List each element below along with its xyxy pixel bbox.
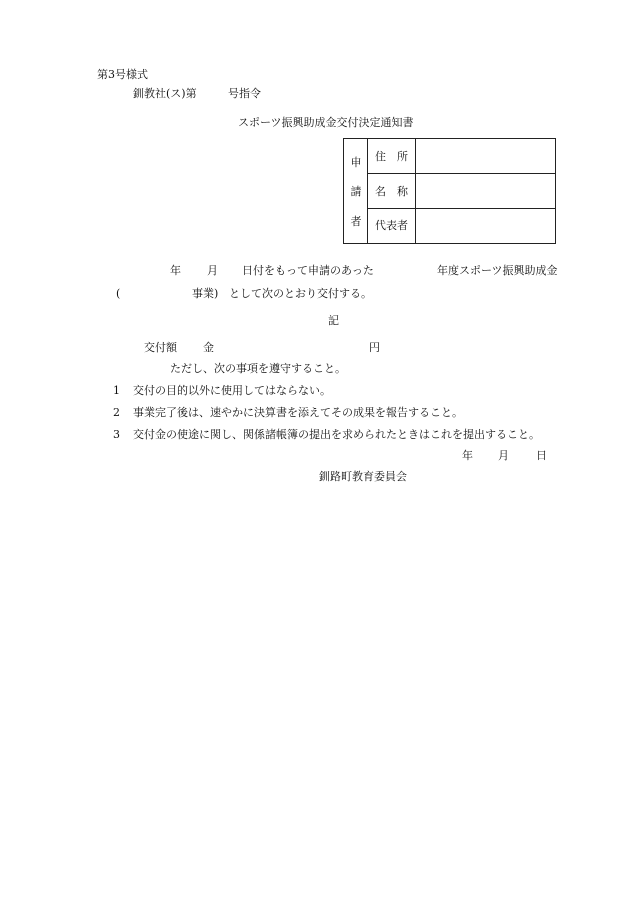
applicant-table	[343, 138, 556, 244]
amount-kin: 金	[203, 341, 214, 354]
body-date-text: 日付をもって申請のあった	[242, 264, 374, 277]
amount-yen: 円	[369, 341, 380, 354]
proviso: ただし、次の事項を遵守すること。	[170, 362, 346, 375]
condition-text-3: 交付金の使途に関し、関係諸帳簿の提出を求められたときはこれを提出すること。	[133, 428, 540, 441]
condition-num-2: 2	[113, 406, 120, 419]
applicant-row-name	[368, 174, 556, 209]
condition-num-3: 3	[113, 428, 120, 441]
side-char-shin: 申	[350, 156, 362, 169]
address-label: 住 所	[368, 139, 416, 173]
issuer: 釧路町教育委員会	[319, 470, 407, 483]
issue-day: 日	[536, 449, 547, 462]
condition-text-1: 交付の目的以外に使用してはならない。	[133, 384, 331, 397]
amount-label: 交付額	[144, 341, 177, 354]
applicant-row-representative	[368, 209, 556, 243]
representative-field[interactable]	[416, 209, 556, 243]
condition-text-2: 事業完了後は、速やかに決算書を添えてその成果を報告すること。	[133, 406, 463, 419]
name-field[interactable]	[416, 174, 556, 208]
issue-year: 年	[462, 449, 473, 462]
form-number: 第3号様式	[97, 68, 148, 81]
applicant-row-address	[368, 139, 556, 174]
reference-suffix: 号指令	[228, 87, 261, 100]
body-fiscal-text: 年度スポーツ振興助成金	[437, 264, 558, 277]
body-grant-text: として次のとおり交付する。	[229, 287, 372, 300]
condition-num-1: 1	[113, 384, 120, 397]
side-char-sei: 請	[350, 185, 362, 198]
body-month: 月	[207, 264, 218, 277]
side-char-sha: 者	[350, 215, 362, 228]
reference-prefix: 釧教社(ス)第	[133, 87, 197, 100]
address-field[interactable]	[416, 139, 556, 173]
body-paren-open: (	[116, 287, 121, 300]
ki-heading: 記	[328, 314, 339, 327]
issue-month: 月	[498, 449, 509, 462]
name-label: 名 称	[368, 174, 416, 208]
applicant-side-label	[344, 139, 368, 243]
body-project: 事業)	[192, 287, 219, 300]
body-year: 年	[170, 264, 181, 277]
representative-label: 代表者	[368, 209, 416, 243]
document-title: スポーツ振興助成金交付決定通知書	[238, 116, 414, 129]
